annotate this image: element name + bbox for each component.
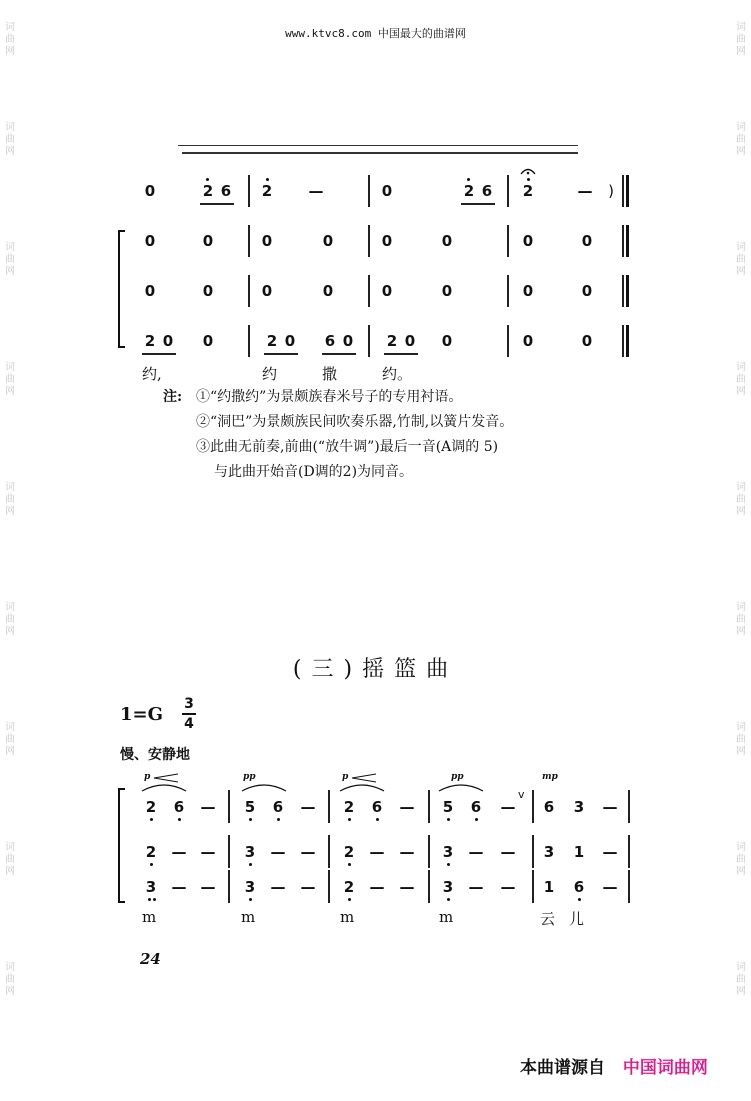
score-note: — <box>602 798 618 816</box>
score-note: 0 <box>284 332 296 350</box>
bar-line <box>507 275 509 307</box>
score-note: 2 <box>144 332 156 350</box>
low-octave-dot <box>150 818 153 821</box>
score-note: 3 <box>145 878 157 896</box>
score-note: 0 <box>261 232 273 250</box>
bar-line <box>248 325 250 357</box>
low-octave-dot <box>150 863 153 866</box>
bar-line <box>428 835 430 868</box>
score-note: 3 <box>244 878 256 896</box>
bar-line <box>532 870 534 903</box>
score-note: 6 <box>470 798 482 816</box>
bar-line <box>507 225 509 257</box>
score-note: 3 <box>543 843 555 861</box>
low-octave-dot <box>348 898 351 901</box>
bar-line <box>532 835 534 868</box>
score-note: 1 <box>543 878 555 896</box>
tempo-marking: 慢、安静地 <box>120 747 190 763</box>
low-octave-dot <box>153 898 156 901</box>
score-note: — <box>369 843 385 861</box>
high-octave-dot <box>206 178 209 181</box>
dynamic-mark: p <box>144 772 151 782</box>
footer-source <box>520 1053 708 1078</box>
bar-line <box>368 325 370 357</box>
low-octave-dot <box>475 818 478 821</box>
breath-mark: v <box>518 788 525 801</box>
score-note: — <box>171 878 187 896</box>
high-octave-dot <box>527 178 530 181</box>
bar-line <box>368 175 370 207</box>
score-note: 6 <box>324 332 336 350</box>
bar-line <box>328 835 330 868</box>
low-octave-dot <box>447 818 450 821</box>
score-note: 6 <box>272 798 284 816</box>
score-note: 6 <box>573 878 585 896</box>
score-note: 2 <box>145 843 157 861</box>
lyric: m <box>241 908 256 926</box>
final-bar-thin <box>622 325 624 357</box>
low-octave-dot <box>447 898 450 901</box>
bar-line <box>248 275 250 307</box>
slur <box>140 781 188 793</box>
score-note: 5 <box>442 798 454 816</box>
system-bracket <box>117 230 127 348</box>
footnote-line: 与此曲开始音(D调的2)为同音。 <box>214 464 414 480</box>
score-note: 0 <box>381 182 393 200</box>
score-note: 0 <box>581 282 593 300</box>
dynamic-mark: p <box>342 772 349 782</box>
score-note: 6 <box>543 798 555 816</box>
lyric: 儿 <box>569 910 585 928</box>
bar-line <box>228 790 230 823</box>
low-octave-dot <box>348 863 351 866</box>
low-octave-dot <box>148 898 151 901</box>
dynamic-mark: mp <box>542 772 558 782</box>
footnote-line: ②“洞巴”为景颇族民间吹奏乐器,竹制,以簧片发音。 <box>196 414 514 430</box>
lyric: m <box>439 908 454 926</box>
low-octave-dot <box>348 818 351 821</box>
score-note: — <box>602 878 618 896</box>
bar-line <box>228 835 230 868</box>
score-note: 3 <box>573 798 585 816</box>
score-note: 2 <box>343 878 355 896</box>
score-note: — <box>200 843 216 861</box>
underline <box>322 353 356 355</box>
dynamic-mark: pp <box>451 772 464 782</box>
footnote-label: 注: <box>163 389 183 405</box>
score-note: 2 <box>145 798 157 816</box>
score-note: 0 <box>144 232 156 250</box>
bar-line <box>328 790 330 823</box>
underline <box>264 353 298 355</box>
key-signature: 1=G <box>120 704 163 725</box>
low-octave-dot <box>178 818 181 821</box>
score-note: 2 <box>202 182 214 200</box>
score-note: 0 <box>581 332 593 350</box>
low-octave-dot <box>249 898 252 901</box>
score-note: 2 <box>261 182 273 200</box>
score-note: — <box>308 182 324 200</box>
low-octave-dot <box>249 863 252 866</box>
score-note: — <box>171 843 187 861</box>
score-note: 0 <box>441 232 453 250</box>
score-note: 0 <box>522 332 534 350</box>
score-note: 0 <box>202 332 214 350</box>
bar-line <box>532 790 534 823</box>
score-note: — <box>270 878 286 896</box>
lyric: 约 <box>262 365 278 383</box>
staff-top-rule <box>182 152 578 154</box>
footnote-line: ③此曲无前奏,前曲(“放牛调”)最后一音(A调的 5) <box>196 439 499 455</box>
dynamic-mark: pp <box>243 772 256 782</box>
score-note: 0 <box>144 182 156 200</box>
score-note: 0 <box>342 332 354 350</box>
score-note: 0 <box>202 232 214 250</box>
bar-line <box>507 175 509 207</box>
low-octave-dot <box>277 818 280 821</box>
final-bar-thick <box>626 325 629 357</box>
score-note: 0 <box>522 232 534 250</box>
bar-line <box>248 225 250 257</box>
score-note: — <box>270 843 286 861</box>
time-signature-bottom: 4 <box>184 715 194 732</box>
score-note: — <box>399 878 415 896</box>
underline <box>200 203 234 205</box>
slur <box>437 781 485 793</box>
score-note: 0 <box>381 232 393 250</box>
score-note: 3 <box>244 843 256 861</box>
score-note: 0 <box>441 332 453 350</box>
score-note: 6 <box>220 182 232 200</box>
score-note: 3 <box>442 878 454 896</box>
staff-top-rule <box>178 145 578 146</box>
score-note: — <box>369 878 385 896</box>
score-note: 2 <box>522 182 534 200</box>
bar-line <box>428 870 430 903</box>
slur <box>240 781 288 793</box>
score-note: 0 <box>162 332 174 350</box>
score-note: 6 <box>481 182 493 200</box>
score-note: — <box>300 878 316 896</box>
bar-line <box>507 325 509 357</box>
score-note: 1 <box>573 843 585 861</box>
score-note: 2 <box>386 332 398 350</box>
underline <box>461 203 495 205</box>
final-bar-thick <box>626 175 629 207</box>
score-note: 0 <box>581 232 593 250</box>
score-note: — <box>200 798 216 816</box>
score-note: 0 <box>202 282 214 300</box>
score-note: 2 <box>463 182 475 200</box>
slur <box>338 781 386 793</box>
score-note: 6 <box>173 798 185 816</box>
score-note: 2 <box>266 332 278 350</box>
low-octave-dot <box>376 818 379 821</box>
low-octave-dot <box>447 863 450 866</box>
score-note: 0 <box>381 282 393 300</box>
score-note: — <box>500 878 516 896</box>
bar-line <box>368 225 370 257</box>
score-note: — <box>399 843 415 861</box>
score-note: 0 <box>322 282 334 300</box>
score-note: — <box>300 798 316 816</box>
final-bar-thin <box>622 275 624 307</box>
time-signature <box>182 696 196 732</box>
system-bracket <box>117 788 127 903</box>
low-octave-dot <box>249 818 252 821</box>
page-number: 24 <box>140 950 161 968</box>
score-note: 0 <box>404 332 416 350</box>
bar-line <box>428 790 430 823</box>
underline <box>384 353 418 355</box>
final-bar-thin <box>622 175 624 207</box>
lyric: m <box>340 908 355 926</box>
score-note: 3 <box>442 843 454 861</box>
score-note: 5 <box>244 798 256 816</box>
low-octave-dot <box>578 898 581 901</box>
bar-line <box>368 275 370 307</box>
lyric: 云 <box>540 910 556 928</box>
score-note: — <box>500 843 516 861</box>
song-title: (三)摇篮曲 <box>292 657 459 682</box>
time-signature-top: 3 <box>184 696 194 712</box>
score-note: — <box>602 843 618 861</box>
score-note: 0 <box>144 282 156 300</box>
site-header[interactable]: www.ktvc8.com 中国最大的曲谱网 <box>285 27 466 40</box>
final-bar-thick <box>626 225 629 257</box>
underline <box>142 353 176 355</box>
footer-prefix: 本曲谱源自 <box>520 1058 605 1078</box>
score-note: — <box>468 878 484 896</box>
bar-line <box>228 870 230 903</box>
bar-line <box>628 835 630 868</box>
fermata <box>519 164 537 176</box>
bar-line <box>248 175 250 207</box>
score-note: — <box>577 182 593 200</box>
bar-line <box>328 870 330 903</box>
final-bar-thin <box>622 225 624 257</box>
footnote-line: ①“约撒约”为景颇族春米号子的专用衬语。 <box>196 389 463 405</box>
lyric: 约, <box>142 365 162 383</box>
score-note: — <box>399 798 415 816</box>
high-octave-dot <box>467 178 470 181</box>
high-octave-dot <box>266 178 269 181</box>
score-note: ) <box>608 182 614 200</box>
final-bar-thick <box>626 275 629 307</box>
score-note: — <box>468 843 484 861</box>
lyric: 约。 <box>382 365 413 383</box>
score-note: 2 <box>343 843 355 861</box>
score-note: — <box>500 798 516 816</box>
score-note: 0 <box>261 282 273 300</box>
bar-line <box>628 870 630 903</box>
score-note: 6 <box>371 798 383 816</box>
score-note: 0 <box>322 232 334 250</box>
bar-line <box>628 790 630 823</box>
score-note: 2 <box>343 798 355 816</box>
score-note: 0 <box>441 282 453 300</box>
score-note: — <box>200 878 216 896</box>
footer-site-link[interactable]: 中国词曲网 <box>622 1058 708 1078</box>
score-note: — <box>300 843 316 861</box>
score-note: 0 <box>522 282 534 300</box>
lyric: 撒 <box>322 365 338 383</box>
lyric: m <box>142 908 157 926</box>
